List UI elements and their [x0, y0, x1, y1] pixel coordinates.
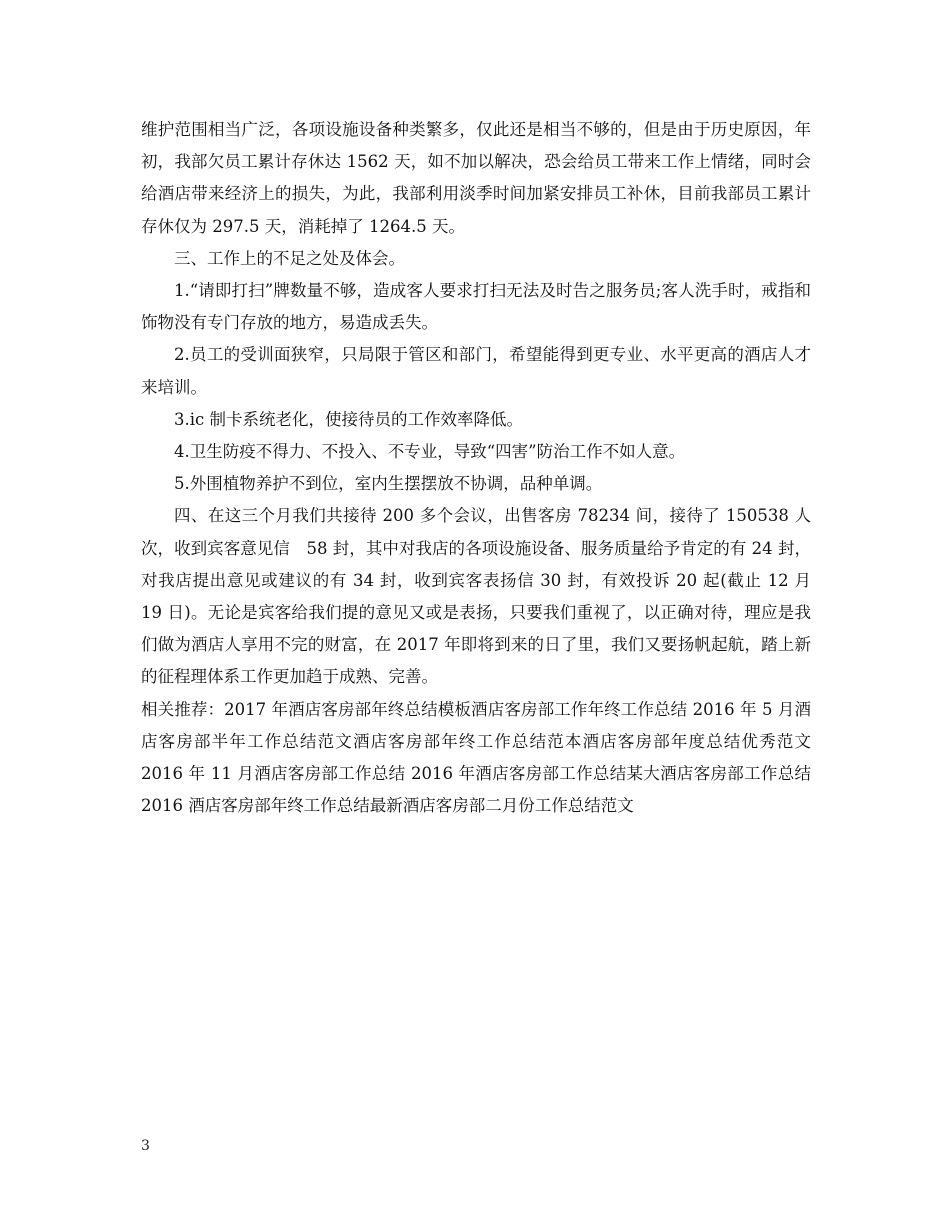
list-item-cleaning-sign: 1.“请即打扫”牌数量不够，造成客人要求打扫无法及时告之服务员;客人洗手时，戒指和饰物没有专门存放的地方，易造成丢失。 — [141, 281, 811, 333]
related-recommendations: 相关推荐：2017 年酒店客房部年终总结模板酒店客房部工作年终工作总结 2016 年 5 月酒店客房部半年工作总结范文酒店客房部年终工作总结范本酒店客房部年度总结优秀范文 2016 年 11 月酒店客房部工作总结 2016 年酒店客房部工作总结某大酒店客房部工作总结 2016 酒店客房部年终工作总结最新酒店客房部二月份工作总结范文 — [141, 699, 811, 816]
list-item-ic-card-system: 3.ic 制卡系统老化，使接待员的工作效率降低。 — [174, 409, 524, 429]
page-number: 3 — [141, 1138, 150, 1154]
list-item-plants: 5.外围植物养护不到位，室内生摆摆放不协调，品种单调。 — [174, 474, 603, 494]
list-item-staff-training: 2.员工的受训面狭窄，只局限于管区和部门，希望能得到更专业、水平更高的酒店人才来培训。 — [141, 345, 811, 397]
section-summary-statistics: 四、在这三个月我们共接待 200 多个会议，出售客房 78234 间，接待了 150538 人次，收到宾客意见信 58 封，其中对我店的各项设施设备、服务质量给予肯定的有 24 封，对我店提出意见或建议的有 34 封，收到宾客表扬信 30 封，有效投诉 20 起(截止 12 月 19 日)。无论是宾客给我们提的意见又或是表扬，只要我们重视了，以正确对待，理应是我们做为酒店人享用不完的财富，在 2017 年即将到来的日了里，我们又要扬帆起航，踏上新的征程理体系工作更加趋于成熟、完善。 — [141, 506, 811, 687]
list-item-hygiene: 4.卫生防疫不得力、不投入、不专业，导致“四害”防治工作不如人意。 — [174, 442, 686, 462]
document-body — [141, 114, 811, 822]
section-heading-shortcomings: 三、工作上的不足之处及体会。 — [174, 248, 405, 268]
paragraph-maintenance-leave: 维护范围相当广泛，各项设施设备种类繁多，仅此还是相当不够的，但是由于历史原因，年初，我部欠员工累计存休达 1562 天，如不加以解决，恐会给员工带来工作上情绪，同时会给酒店带来经济上的损失，为此，我部利用淡季时间加紧安排员工补休，目前我部员工累计存休仅为 297.5 天，消耗掉了 1264.5 天。 — [141, 120, 811, 236]
